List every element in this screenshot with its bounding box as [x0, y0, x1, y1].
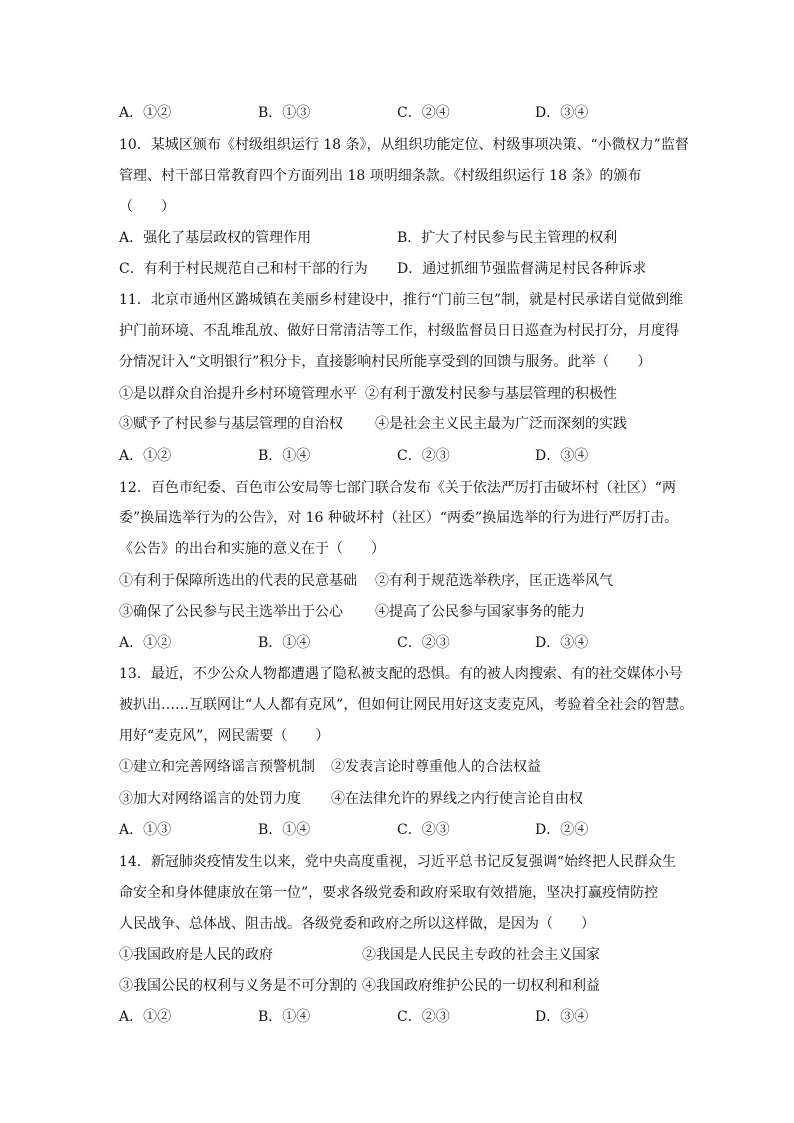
statement-2: ②有利于规范选举秩序，匡正选举风气 [375, 573, 613, 589]
statement-2: ②我国是人民民主专政的社会主义国家 [362, 947, 600, 963]
option-b[interactable]: B．①④ [258, 822, 311, 838]
statement-1: ①建立和完善网络谣言预警机制 [119, 759, 315, 775]
option-b[interactable]: B．①④ [258, 635, 311, 651]
q11-items-row-2 [119, 414, 679, 434]
q12-options [119, 633, 679, 653]
q12-stem-line-1: 12．百色市纪委、百色市公安局等七部门联合发布《关于依法严厉打击破坏村（社区）“两 [119, 480, 676, 496]
q11-stem-line-2: 护门前环境、不乱堆乱放、做好日常清洁等工作，村级监督员日日巡查为村民打分，月度得 [119, 323, 679, 339]
option-c[interactable]: C．②④ [397, 105, 450, 121]
q10-choices-row-2 [119, 259, 679, 279]
statement-4: ④在法律允许的界线之内行使言论自由权 [331, 791, 583, 807]
option-c[interactable]: C．②③ [397, 448, 450, 464]
q13-options [119, 820, 679, 840]
option-a[interactable]: A．①② [119, 635, 172, 651]
q14-stem-line-3: 人民战争、总体战、阻击战。各级党委和政府之所以这样做，是因为（ ） [119, 916, 595, 932]
q12-stem-line-2: 委”换届选举行为的公告》，对 16 种破坏村（社区）“两委”换届选举的行为进行严厉打击。 [119, 510, 679, 526]
statement-3: ③赋予了村民参与基层管理的自治权 [119, 416, 343, 432]
q10-choices-row-1 [119, 228, 679, 248]
q14-options [119, 1007, 679, 1027]
option-a[interactable]: A．①② [119, 1009, 172, 1025]
option-b[interactable]: B．扩大了村民参与民主管理的权利 [397, 230, 618, 246]
q14-stem-line-2: 命安全和身体健康放在第一位”，要求各级党委和政府采取有效措施，坚决打赢疫情防控 [119, 885, 659, 901]
q12-items-row-2 [119, 602, 679, 622]
option-d[interactable]: D．③④ [535, 448, 589, 464]
option-d[interactable]: D．③④ [535, 1009, 589, 1025]
q10-stem-line-3: （ ） [119, 199, 175, 215]
option-c[interactable]: C．②③ [397, 822, 450, 838]
q11-stem-line-3: 分情况计入“文明银行”积分卡，直接影响村民所能享受到的回馈与服务。此举（ ） [119, 354, 652, 370]
q11-items-row-1 [119, 384, 679, 404]
statement-4: ④是社会主义民主最为广泛而深刻的实践 [375, 416, 627, 432]
statement-4: ④我国政府维护公民的一切权利和利益 [362, 978, 600, 994]
statement-3: ③确保了公民参与民主选举出于公心 [119, 604, 343, 620]
statement-1: ①我国政府是人民的政府 [119, 947, 273, 963]
q14-items-row-1 [119, 945, 679, 965]
option-d[interactable]: D．③④ [535, 105, 589, 121]
statement-1: ①有利于保障所选出的代表的民意基础 [119, 573, 357, 589]
option-a[interactable]: A．①③ [119, 822, 172, 838]
q13-stem-line-3: 用好“麦克风”，网民需要（ ） [119, 728, 330, 744]
q14-stem-line-1: 14．新冠肺炎疫情发生以来，党中央高度重视，习近平总书记反复强调“始终把人民群众生 [119, 854, 676, 870]
option-b[interactable]: B．①④ [258, 448, 311, 464]
statement-4: ④提高了公民参与国家事务的能力 [375, 604, 585, 620]
q10-stem-line-1: 10．某城区颁布《村级组织运行 18 条》，从组织功能定位、村级事项决策、“小微权力”监督 [119, 137, 689, 153]
q14-items-row-2 [119, 976, 679, 996]
q13-stem-line-1: 13．最近，不少公众人物都遭遇了隐私被支配的恐惧。有的被人肉搜索、有的社交媒体小号 [119, 666, 683, 682]
q12-stem-line-3: 《公告》的出台和实施的意义在于（ ） [119, 541, 385, 557]
statement-3: ③加大对网络谣言的处罚力度 [119, 791, 301, 807]
q9-options [119, 103, 679, 123]
option-c[interactable]: C．有利于村民规范自己和村干部的行为 [119, 261, 368, 277]
option-d[interactable]: D．通过抓细节强监督满足村民各种诉求 [397, 261, 647, 277]
q13-items-row-1 [119, 757, 679, 777]
q12-items-row-1 [119, 571, 679, 591]
q13-stem-line-2: 被扒出……互联网让“人人都有克风”，但如何让网民用好这支麦克风，考验着全社会的智慧。 [119, 697, 694, 713]
option-a[interactable]: A．①② [119, 448, 172, 464]
q11-options [119, 446, 679, 466]
q10-stem-line-2: 管理、村干部日常教育四个方面列出 18 项明细条款。《村级组织运行 18 条》的颁布 [119, 168, 642, 184]
q13-items-row-2 [119, 789, 679, 809]
option-c[interactable]: C．②③ [397, 635, 450, 651]
q11-stem-line-1: 11．北京市通州区潞城镇在美丽乡村建设中，推行“门前三包”制，就是村民承诺自觉做到维 [119, 292, 684, 308]
option-b[interactable]: B．①③ [258, 105, 311, 121]
option-d[interactable]: D．③④ [535, 635, 589, 651]
option-a[interactable]: A．强化了基层政权的管理作用 [119, 230, 312, 246]
option-c[interactable]: C．②③ [397, 1009, 450, 1025]
statement-3: ③我国公民的权利与义务是不可分割的 [119, 978, 357, 994]
option-b[interactable]: B．①④ [258, 1009, 311, 1025]
option-d[interactable]: D．②④ [535, 822, 589, 838]
option-a[interactable]: A．①② [119, 105, 172, 121]
statement-2: ②有利于激发村民参与基层管理的积极性 [365, 386, 617, 402]
statement-1: ①是以群众自治提升乡村环境管理水平 [119, 386, 357, 402]
statement-2: ②发表言论时尊重他人的合法权益 [331, 759, 541, 775]
